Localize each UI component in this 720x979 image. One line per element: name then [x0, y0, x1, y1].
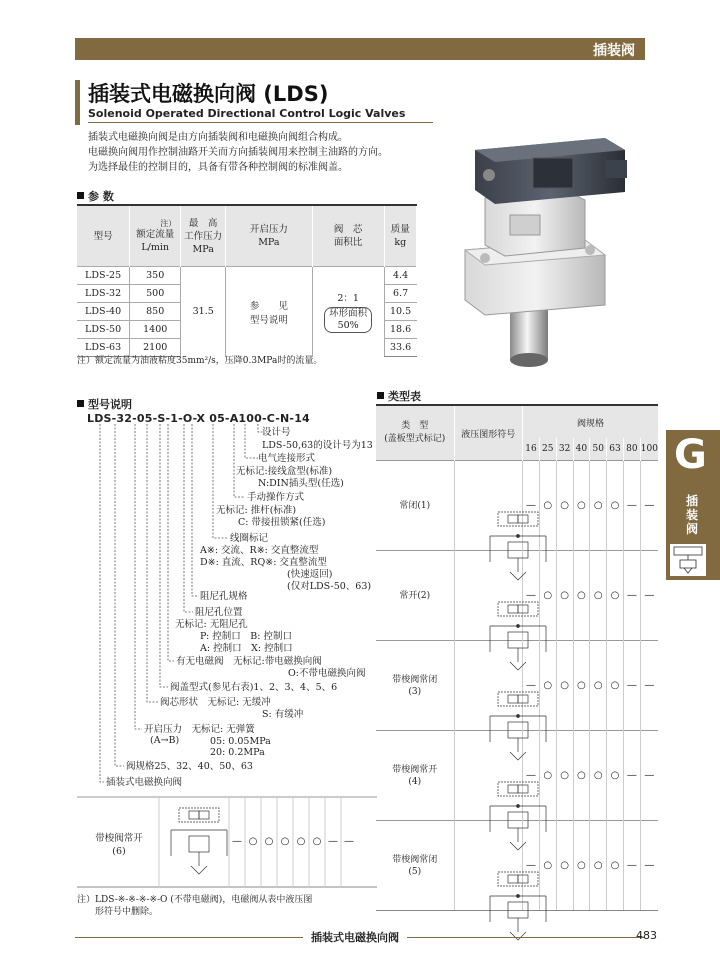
- availability-mark: —: [523, 641, 540, 731]
- orifice-pos-none: 无标记: 无阻尼孔: [175, 619, 248, 630]
- intro-line-2: 电磁换向阀用作控制油路开关而方向插装阀用来控制主油路的方向。: [88, 147, 388, 158]
- availability-mark: ○: [556, 551, 573, 641]
- params-heading: 参 数: [77, 188, 114, 204]
- availability-mark: —: [640, 731, 658, 821]
- page-title: 插装式电磁换向阀 (LDS): [88, 82, 329, 106]
- intro-line-1: 插装式电磁换向阀是由方向插装阀和电磁换向阀组合构成。: [88, 132, 348, 143]
- availability-mark: ○: [590, 641, 607, 731]
- crack-cell: 参 见 型号说明: [226, 267, 313, 357]
- row6-type: 带梭阀常开 (6): [95, 833, 143, 857]
- category-label: 插装阀: [593, 43, 635, 59]
- col-model: 型号: [77, 205, 130, 267]
- crack-dir: (A→B): [150, 735, 180, 746]
- availability-mark: —: [640, 821, 658, 911]
- params-note: 注）额定流量为油液粘度35mm²/s，压降0.3MPa时的流量。: [77, 356, 323, 366]
- availability-mark: ○: [590, 461, 607, 551]
- row6-marks: — ○ ○ ○ ○ ○ — —: [232, 836, 354, 847]
- col-mass: 质量 kg: [384, 205, 416, 267]
- elec-din: N:DIN插头型(任选): [258, 478, 344, 489]
- availability-mark: —: [523, 461, 540, 551]
- availability-mark: ○: [556, 731, 573, 821]
- table-row: LDS-50 1400 18.6: [77, 321, 417, 339]
- orifice-spec: 阻尼孔规格: [200, 591, 248, 602]
- availability-mark: ○: [590, 551, 607, 641]
- orifice-pos-pb: P: 控制口 B: 控制口: [200, 631, 292, 642]
- availability-mark: ○: [556, 821, 573, 911]
- coil-label: 线圈标记: [230, 533, 269, 544]
- solenoid-without: O:不带电磁换向阀: [288, 668, 366, 679]
- tab-symbol-icon: [670, 544, 706, 576]
- page-subtitle: Solenoid Operated Directional Control Logic Valves: [88, 107, 406, 120]
- size-list: 阀规格25、32、40、50、63: [126, 761, 253, 772]
- availability-mark: —: [640, 641, 658, 731]
- footer-title: 插装式电磁换向阀: [303, 929, 407, 945]
- hydraulic-symbol-icon: [454, 461, 523, 551]
- availability-mark: ○: [590, 821, 607, 911]
- tab-letter: G: [674, 432, 707, 478]
- availability-mark: ○: [556, 641, 573, 731]
- pressure-cell: 31.5: [181, 267, 226, 357]
- table-row: LDS-40 850 10.5: [77, 303, 417, 321]
- availability-mark: —: [640, 551, 658, 641]
- type-name: 常开(2): [376, 551, 454, 641]
- valve-product-image: [455, 130, 640, 375]
- crack-05: 05: 0.05MPa: [210, 736, 271, 747]
- type-code: LDS-32-05-S-1-O-X 05-A100-C-N-14: [87, 412, 310, 425]
- type-name: 带梭阀常闭 (5): [376, 821, 454, 911]
- manual-lock: C: 带接扭锁紧(任选): [238, 517, 326, 528]
- availability-mark: ○: [539, 821, 556, 911]
- typetable-heading: 类型表: [377, 388, 421, 404]
- availability-mark: ○: [607, 641, 624, 731]
- tab-label: 插装阀: [686, 494, 699, 536]
- coil-quick: (快速返回): [287, 569, 333, 580]
- manual-label: 手动操作方式: [247, 492, 305, 503]
- elec-std: 无标记:接线盒型(标准): [236, 466, 333, 477]
- availability-mark: ○: [590, 731, 607, 821]
- spool-none: 阀芯形状 无标记: 无缓冲: [160, 697, 271, 708]
- availability-mark: ○: [573, 551, 590, 641]
- availability-mark: —: [623, 731, 640, 821]
- coil-ac: A※: 交流、R※: 交直整流型: [200, 545, 319, 556]
- table-row: LDS-63 2100 33.6: [77, 339, 417, 357]
- design-no-label: 设计号: [262, 427, 291, 438]
- intro-line-3: 为选择最佳的控制目的，具备有带各种控制阀的标准阀盖。: [88, 162, 348, 173]
- availability-mark: ○: [573, 821, 590, 911]
- table-row: LDS-32 500 6.7: [77, 285, 417, 303]
- availability-mark: ○: [539, 731, 556, 821]
- coil-dc: D※: 直流、RQ※: 交直整流型: [200, 557, 327, 568]
- availability-mark: ○: [539, 461, 556, 551]
- availability-mark: —: [523, 821, 540, 911]
- orifice-pos-label: 阻尼孔位置: [195, 607, 243, 618]
- availability-mark: ○: [573, 641, 590, 731]
- table-row: LDS-25 350 31.5 参 见 型号说明 2：1 环形面积 50% 4.4: [77, 267, 417, 285]
- availability-mark: ○: [607, 731, 624, 821]
- design-no-note: LDS-50,63的设计号为13: [262, 440, 373, 451]
- spool-cushion: S: 有缓冲: [262, 709, 304, 720]
- availability-mark: ○: [539, 551, 556, 641]
- area-cell: 2：1 环形面积 50%: [312, 267, 384, 357]
- availability-mark: —: [623, 641, 640, 731]
- cover-type: 阀盖型式(参见右表)1、2、3、4、5、6: [170, 682, 338, 693]
- type-name: 带梭阀常开 (4): [376, 731, 454, 821]
- crack-none: 开启压力 无标记: 无弹簧: [144, 724, 255, 735]
- availability-mark: ○: [556, 461, 573, 551]
- elec-label: 电气连接形式: [258, 453, 316, 464]
- col-size: 阀规格: [523, 405, 658, 438]
- type-note-1: 注）LDS-※-※-※-※-O (不带电磁阀)，电磁阀从表中液压图: [77, 895, 313, 905]
- col-symbol: 液压图形符号: [454, 405, 523, 461]
- availability-mark: —: [523, 731, 540, 821]
- availability-mark: ○: [573, 461, 590, 551]
- section-tab-g: [666, 430, 720, 580]
- page-number: 483: [636, 929, 657, 942]
- availability-mark: —: [640, 461, 658, 551]
- availability-mark: —: [623, 821, 640, 911]
- availability-mark: ○: [607, 551, 624, 641]
- solenoid-with: 有无电磁阀 无标记:带电磁换向阀: [176, 656, 322, 667]
- col-pressure: 最 高 工作压力 MPa: [181, 205, 226, 267]
- crack-20: 20: 0.2MPa: [210, 747, 265, 758]
- type-name: 常闭(1): [376, 461, 454, 551]
- product-name: 插装式电磁换向阀: [106, 777, 183, 788]
- manual-std: 无标记: 推杆(标准): [216, 505, 297, 516]
- col-flow: 注） 额定流量 L/min: [130, 205, 181, 267]
- availability-mark: ○: [607, 821, 624, 911]
- availability-mark: —: [623, 551, 640, 641]
- type-table: 类 型 (盖板型式标记) 液压图形符号 阀规格 16 25 32 40 50 63 80 100 常闭(1) — ○ ○ ○ ○ ○ — — 常开(2) — ○ ○ ○ ○ ○ — — 带梭阀常闭 (3) — ○ ○ ○ ○ ○ — — 带梭阀常开 (4) — ○ ○ ○ ○ ○ — — 带梭阀常闭 (5) — ○ ○ ○ ○ ○ — —: [376, 404, 658, 911]
- availability-mark: ○: [539, 641, 556, 731]
- table-row: [376, 461, 658, 551]
- coil-only: (仅对LDS-50、63): [287, 581, 372, 592]
- type-name: 带梭阀常闭 (3): [376, 641, 454, 731]
- availability-mark: —: [523, 551, 540, 641]
- availability-mark: ○: [573, 731, 590, 821]
- orifice-pos-ax: A: 控制口 X: 控制口: [200, 643, 293, 654]
- typecode-heading: 型号说明: [77, 396, 132, 412]
- col-type: 类 型 (盖板型式标记): [376, 405, 454, 461]
- col-area: 阀 芯 面积比: [312, 205, 384, 267]
- type-code-leader-lines: [0, 0, 380, 800]
- availability-mark: ○: [607, 461, 624, 551]
- availability-mark: —: [623, 461, 640, 551]
- type-note-2: 形符号中删除。: [95, 907, 159, 917]
- col-crack: 开启压力 MPa: [226, 205, 313, 267]
